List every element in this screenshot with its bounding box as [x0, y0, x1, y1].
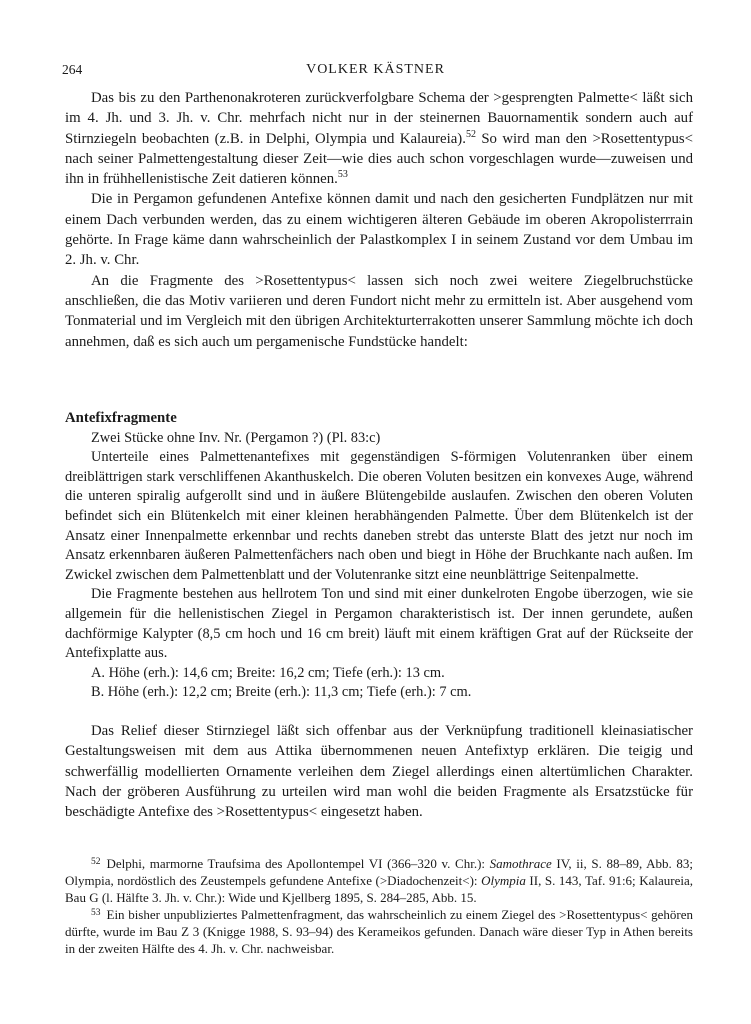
running-head-author: VOLKER KÄSTNER	[306, 62, 445, 77]
footnote-52	[65, 855, 693, 906]
page-number: 264	[62, 62, 83, 77]
footnote-ref[interactable]: 53	[337, 169, 348, 181]
paragraph: An die Fragmente des >Rosettentypus< lassen sich noch zwei weitere Ziegelbruchstücke anschließen, die das Motiv variieren und deren Fundort nicht mehr zu ermitteln ist. Aber ausgehend vom Tonmaterial und im Vergleich mit den übrigen Architekturterrakotten unserer Sammlung möchte ich doch annehmen, daß es sich auch um pergamenische Fundstücke handelt:	[65, 272, 693, 350]
footnote-text: Ein bisher unpubliziertes Palmettenfragment, das wahrscheinlich zu einem Ziegel des >Rosettentypus< gehören dürfte, wurde im Bau Z 3 (Knigge 1988, S. 93–94) des Kerameikos gefunden. Danach wäre dieser Typ in Athen bereits in der zweiten Hälfte des 4. Jh. v. Chr. nachweisbar.	[65, 907, 693, 956]
paragraph-text: So wird man den >Rosettentypus< nach seiner Palmettengestaltung dieser Zeit—wie dies auch schon vorgeschlagen wurde—zuweisen und ihn in frühhellenistische Zeit datieren können.	[65, 130, 693, 188]
footnote-number: 52	[91, 857, 101, 867]
catalog-subtitle: Zwei Stücke ohne Inv. Nr. (Pergamon ?) (Pl. 83:c)	[91, 429, 381, 446]
paragraph: Das Relief dieser Stirnziegel läßt sich offenbar aus der Verknüpfung traditionell kleinasiatischer Gestaltungsweisen mit dem aus Attika übernommenen neuen Antefixtyp erklären. Die teigig und schwerfällig modellierten Ornamente verleihen dem Ziegel allerdings einen altertümlichen Charakter. Nach der gröberen Ausführung zu urteilen wird man wohl die beiden Fragmente als Ersatzstücke für beschädigte Antefixe des >Rosettentypus< eingesetzt haben.	[65, 723, 693, 821]
footnote-number: 53	[91, 908, 101, 918]
footnote-text: II, S. 143, Taf. 91:6; Kalaureia, Bau G (l. Hälfte 3. Jh. v. Chr.): Wide und Kjellberg 1895, S. 284–285, Abb. 15.	[65, 873, 694, 905]
body-text-bottom	[65, 721, 693, 822]
paragraph	[65, 88, 693, 189]
paragraph: Die in Pergamon gefundenen Antefixe können damit und nach den gesicherten Fundplätzen nur mit einem Dach verbunden werden, das zu einem wichtigeren älteren Gebäude im oberen Akropolisterrrain gehörte. In Frage käme dann wahrscheinlich der Palastkomplex I in seinem Zustand vor dem Umbau im 2. Jh. v. Chr.	[65, 191, 693, 269]
footnotes	[65, 855, 693, 957]
measurement-a: A. Höhe (erh.): 14,6 cm; Breite: 16,2 cm; Tiefe (erh.): 13 cm.	[91, 664, 445, 681]
footnote-italic: Olympia	[481, 873, 526, 888]
catalog-heading: Antefixfragmente	[65, 410, 177, 426]
footnote-53	[65, 906, 693, 957]
footnote-ref[interactable]: 52	[465, 128, 476, 140]
paragraph-text: Das bis zu den Parthenonakroteren zurückverfolgbare Schema der >gesprengten Palmette< läßt sich im 4. Jh. und 3. Jh. v. Chr. mehrfach nicht nur in der steinernen Bauornamentik sondern auch auf Stirnziegeln beobachten (z.B. in Delphi, Olympia und Kalaureia).	[65, 90, 693, 147]
measurement-b: B. Höhe (erh.): 12,2 cm; Breite (erh.): 11,3 cm; Tiefe (erh.): 7 cm.	[91, 684, 472, 701]
footnote-text: IV, ii, S. 88–89, Abb. 83; Olympia, nordöstlich des Zeustempels gefundene Antefixe (>Diadochenzeit<):	[65, 856, 694, 888]
catalog-material: Die Fragmente bestehen aus hellrotem Ton und sind mit einer dunkelroten Engobe überzogen, wie sie allgemein für die hellenistischen Ziegel in Pergamon charakteristisch ist. Der innen gerundete, außen dachförmige Kalypter (8,5 cm hoch und 16 cm breit) läuft mit einem kräftigen Grat auf der Rückseite der Antefixplatte aus.	[65, 586, 693, 662]
catalog-entry	[65, 409, 693, 703]
catalog-description: Unterteile eines Palmettenantefixes mit gegenständigen S-förmigen Volutenranken über einem dreiblättrigen stark verschliffenen Akanthuskelch. Die oberen Voluten besitzen ein konvexes Auge, während die unteren spiralig aufgerollt sind und in äußere Blütengebilde auslaufen. Zwischen den oberen Voluten befindet sich ein Blütenkelch mit einer kleinen herabhängenden Palmette. Über dem Blütenkelch ist der Ansatz einer Innenpalmette erkennbar und rechts daneben strebt das unterste Blatt des jetzt nur noch im Ansatz erkennbaren äußeren Palmettenfächers nach oben und biegt in Höhe der Bruchkante nach außen. Im Zwickel zwischen dem Palmettenblatt und der Volutenranke sitzt eine neunblättrige Seitenpalmette.	[65, 449, 693, 583]
running-header	[62, 62, 689, 80]
footnote-text: Delphi, marmorne Traufsima des Apollontempel VI (366–320 v. Chr.):	[106, 856, 490, 871]
footnote-italic: Samothrace	[489, 856, 552, 871]
body-text-top	[65, 88, 693, 352]
